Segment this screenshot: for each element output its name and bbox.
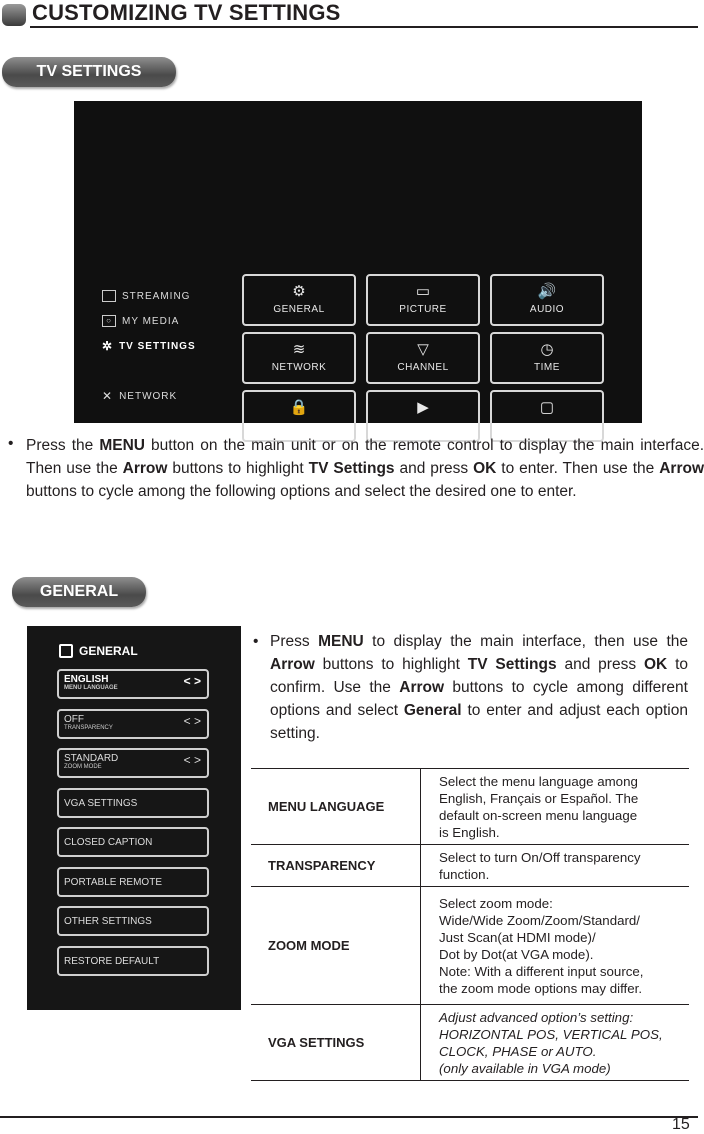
option-description-line: Dot by Dot(at VGA mode). bbox=[439, 946, 594, 962]
title-underline bbox=[30, 26, 698, 28]
option-description-line: Wide/Wide Zoom/Zoom/Standard/ bbox=[439, 912, 641, 928]
general-menu-item-label: VGA SETTINGS bbox=[64, 797, 138, 809]
page-title: CUSTOMIZING TV SETTINGS bbox=[32, 0, 341, 25]
general-menu-item bbox=[57, 827, 209, 857]
table-row bbox=[251, 1005, 689, 1081]
tv-tile-audio bbox=[490, 274, 604, 326]
general-menu-item-sub: ZOOM MODE bbox=[64, 764, 102, 770]
footer-rule bbox=[0, 1116, 698, 1118]
lock-icon: 🔒 bbox=[289, 399, 309, 416]
left-right-arrows-icon: < > bbox=[183, 753, 201, 767]
table-row bbox=[251, 845, 689, 887]
option-description-line: the zoom mode options may differ. bbox=[439, 980, 643, 996]
stream-icon bbox=[102, 290, 116, 302]
tv-menu-item-streaming: STREAMING bbox=[102, 290, 190, 302]
tv-settings-instructions: Press the MENU button on the main unit or on the remote control to display the main interface. Then use the Arrow buttons to highlight TV Settings and press OK to enter. Then use the Arrow buttons to cycle among the following options and select the desired one to enter. bbox=[26, 437, 704, 500]
bullet-dot: • bbox=[253, 633, 259, 650]
tv-tile-general bbox=[242, 274, 356, 326]
general-menu-item-label: OTHER SETTINGS bbox=[64, 916, 152, 927]
tv-tile-label: NETWORK bbox=[271, 362, 327, 373]
general-menu-item bbox=[57, 867, 209, 897]
general-menu-icon bbox=[59, 644, 73, 658]
option-name: TRANSPARENCY bbox=[251, 845, 421, 887]
tv-tile-label: PICTURE bbox=[399, 304, 447, 315]
option-description-line: function. bbox=[439, 866, 490, 882]
option-description bbox=[421, 845, 690, 887]
option-description-line: Select the menu language among bbox=[439, 773, 638, 789]
general-menu-item bbox=[57, 788, 209, 818]
tv-tile-label: CHANNEL bbox=[397, 362, 449, 373]
general-menu-item-label: PORTABLE REMOTE bbox=[64, 876, 162, 888]
option-name: ZOOM MODE bbox=[251, 887, 421, 1005]
media-icon: ○ bbox=[102, 315, 116, 327]
option-description-line: Select to turn On/Off transparency bbox=[439, 849, 641, 865]
option-description-line: is English. bbox=[439, 824, 500, 840]
option-description-line: (only available in VGA mode) bbox=[439, 1060, 611, 1076]
option-description-line: CLOCK, PHASE or AUTO. bbox=[439, 1043, 597, 1059]
tv-tile-time bbox=[490, 332, 604, 384]
gear-icon: ⚙ bbox=[292, 283, 306, 300]
option-description bbox=[421, 887, 690, 1005]
general-menu-item-label: STANDARD bbox=[64, 753, 119, 764]
play-icon: ▶ bbox=[417, 399, 429, 416]
tv-tile-label: AUDIO bbox=[529, 304, 565, 315]
clock-icon: ◷ bbox=[540, 341, 554, 358]
tv-menu-item-network: ✕ NETWORK bbox=[102, 389, 178, 403]
general-menu-item-label: ENGLISH bbox=[64, 674, 109, 685]
tv-tile-channel bbox=[366, 332, 480, 384]
general-menu-title: GENERAL bbox=[59, 644, 138, 658]
option-description-line: Adjust advanced option’s setting: bbox=[439, 1009, 634, 1025]
option-name: VGA SETTINGS bbox=[251, 1005, 421, 1081]
tv-menu-item-my-media: ○ MY MEDIA bbox=[102, 315, 179, 327]
option-description bbox=[421, 1005, 690, 1081]
chat-icon: ▢ bbox=[539, 399, 555, 416]
monitor-icon: ▭ bbox=[415, 283, 431, 300]
wifi-icon: ≋ bbox=[292, 341, 306, 358]
general-options-table bbox=[251, 768, 689, 1081]
table-row bbox=[251, 887, 689, 1005]
gear-icon: ✲ bbox=[102, 339, 114, 353]
tv-tile-label: GENERAL bbox=[273, 304, 325, 315]
option-name: MENU LANGUAGE bbox=[251, 769, 421, 845]
left-right-arrows-icon: < > bbox=[183, 674, 201, 688]
option-description-line: Note: With a different input source, bbox=[439, 963, 644, 979]
tv-tile-label: TIME bbox=[534, 362, 560, 373]
option-description-line: English, Français or Español. The bbox=[439, 790, 639, 806]
general-menu-item-label: RESTORE DEFAULT bbox=[64, 955, 160, 967]
tv-tile-network bbox=[242, 332, 356, 384]
general-menu-item bbox=[57, 669, 209, 699]
option-description-line: Just Scan(at HDMI mode)/ bbox=[439, 929, 596, 945]
option-description-line: Select zoom mode: bbox=[439, 895, 553, 911]
general-menu-screenshot bbox=[27, 626, 241, 1010]
option-description-line: HORIZONTAL POS, VERTICAL POS, bbox=[439, 1026, 663, 1042]
tv-menu-item-tv-settings: ✲ TV SETTINGS bbox=[102, 339, 196, 353]
speaker-icon: 🔊 bbox=[537, 283, 557, 300]
general-menu-item bbox=[57, 946, 209, 976]
general-menu-item bbox=[57, 709, 209, 739]
antenna-icon: ▽ bbox=[417, 341, 429, 358]
network-x-icon: ✕ bbox=[102, 389, 114, 403]
section-label-general: GENERAL bbox=[12, 577, 146, 607]
general-menu-item-label: CLOSED CAPTION bbox=[64, 837, 153, 848]
general-menu-item bbox=[57, 748, 209, 778]
left-right-arrows-icon: < > bbox=[183, 713, 201, 728]
bullet-dot: • bbox=[8, 435, 14, 452]
page-number: 15 bbox=[672, 1116, 690, 1133]
section-label-tv-settings: TV SETTINGS bbox=[2, 57, 176, 87]
tv-settings-screenshot bbox=[74, 101, 642, 423]
general-menu-item-sub: TRANSPARENCY bbox=[64, 724, 113, 731]
tv-tile-picture bbox=[366, 274, 480, 326]
title-bullet-icon bbox=[2, 4, 26, 26]
general-menu-item-label: OFF bbox=[64, 713, 84, 725]
option-description bbox=[421, 769, 690, 845]
table-row bbox=[251, 769, 689, 845]
option-description-line: default on-screen menu language bbox=[439, 807, 638, 823]
general-menu-item bbox=[57, 906, 209, 936]
general-menu-item-sub: MENU LANGUAGE bbox=[64, 685, 118, 691]
general-instructions: Press MENU to display the main interface, then use the Arrow buttons to highlight TV Settings and press OK to confirm. Use the Arrow buttons to cycle among different options and select General to enter and adjust each option setting. bbox=[270, 633, 688, 742]
